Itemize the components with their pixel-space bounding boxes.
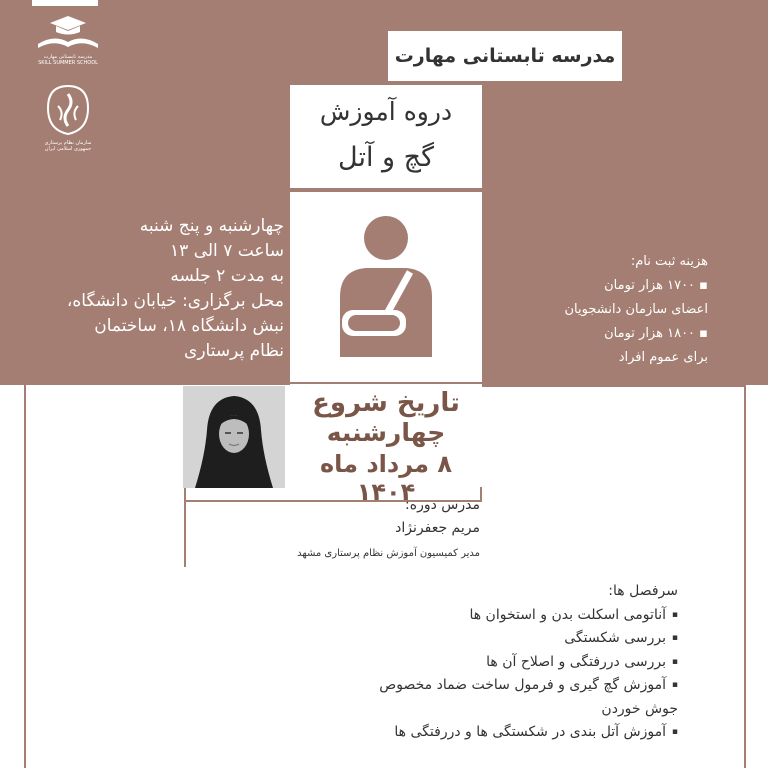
schedule-venue: محل برگزاری: خیابان دانشگاه، (66, 291, 284, 311)
course-title-box (290, 85, 482, 188)
schedule-venue: نبش دانشگاه ۱۸، ساختمان (94, 316, 284, 336)
nursing-emblem-icon (44, 84, 92, 136)
course-title-line1: دروه آموزش (319, 97, 453, 126)
logo2-caption: جمهوری اسلامی ایران (44, 146, 92, 152)
bullet-icon: ▪ (695, 326, 708, 341)
schedule-venue: نظام پرستاری (184, 341, 284, 361)
syllabus-item: ▪ آناتومی اسکلت بدن و استخوان ها (270, 604, 678, 628)
instructor-name: مریم جعفرنژاد (395, 520, 480, 536)
instructor-photo (183, 386, 285, 488)
start-date-label: تاریخ شروع (312, 388, 460, 418)
frame-line-left (24, 385, 26, 768)
school-title: مدرسه تابستانی مهارت (388, 31, 622, 81)
fee-item (488, 274, 708, 298)
top-white-bar (32, 0, 98, 6)
fee-note: برای عموم افراد (618, 350, 708, 365)
fees-title: هزینه ثبت نام: (630, 254, 708, 269)
instructor-role: مدیر کمیسیون آموزش نظام پرستاری مشهد (297, 548, 480, 559)
syllabus-item-continuation: جوش خوردن (601, 700, 678, 717)
divider-line (480, 385, 746, 387)
syllabus-item: ▪ بررسی شکستگی (270, 627, 678, 651)
book-graduation-icon (30, 14, 106, 50)
syllabus-item: ▪ بررسی دررفتگی و اصلاح آن ها (270, 651, 678, 675)
arm-sling-person-icon (290, 192, 482, 382)
fee-note: اعضای سازمان دانشجویان (564, 302, 708, 317)
schedule-time: ساعت ۷ الی ۱۳ (170, 241, 284, 261)
instructor-portrait (183, 386, 285, 488)
logo2-caption: سازمان نظام پرستاری (44, 140, 92, 146)
fees-block (488, 250, 708, 370)
schedule-block (0, 214, 284, 364)
syllabus-block (270, 580, 678, 745)
instructor-block (180, 494, 480, 568)
start-date: ۸ مرداد ماه ۱۴۰۴ (319, 450, 453, 506)
course-title-line2: گچ و آتل (338, 142, 434, 173)
icon-box (290, 192, 482, 382)
schedule-days: چهارشنبه و پنج شنبه (139, 216, 284, 236)
bullet-icon: ▪ (695, 278, 708, 293)
start-weekday: چهارشنبه (326, 418, 446, 447)
frame-line-right (744, 385, 746, 768)
fee-amount: ۱۸۰۰ هزار تومان (604, 326, 696, 341)
schedule-duration: به مدت ۲ جلسه (170, 266, 284, 286)
fee-item (488, 322, 708, 346)
syllabus-title: سرفصل ها: (608, 583, 678, 599)
logo1-subcaption: SKILL SUMMER SCHOOL (38, 60, 98, 66)
syllabus-item: ▪ آموزش گچ گیری و فرمول ساخت ضماد مخصوص (270, 674, 678, 698)
instructor-label: مدرس دوره: (405, 497, 480, 513)
fee-amount: ۱۷۰۰ هزار تومان (604, 278, 696, 293)
syllabus-item: ▪ آموزش آتل بندی در شکستگی ها و دررفتگی ها (270, 721, 678, 745)
logo1-caption: مدرسه تابستانی مهارت (43, 54, 93, 60)
nursing-org-logo (32, 84, 104, 156)
summer-school-logo (30, 14, 106, 70)
